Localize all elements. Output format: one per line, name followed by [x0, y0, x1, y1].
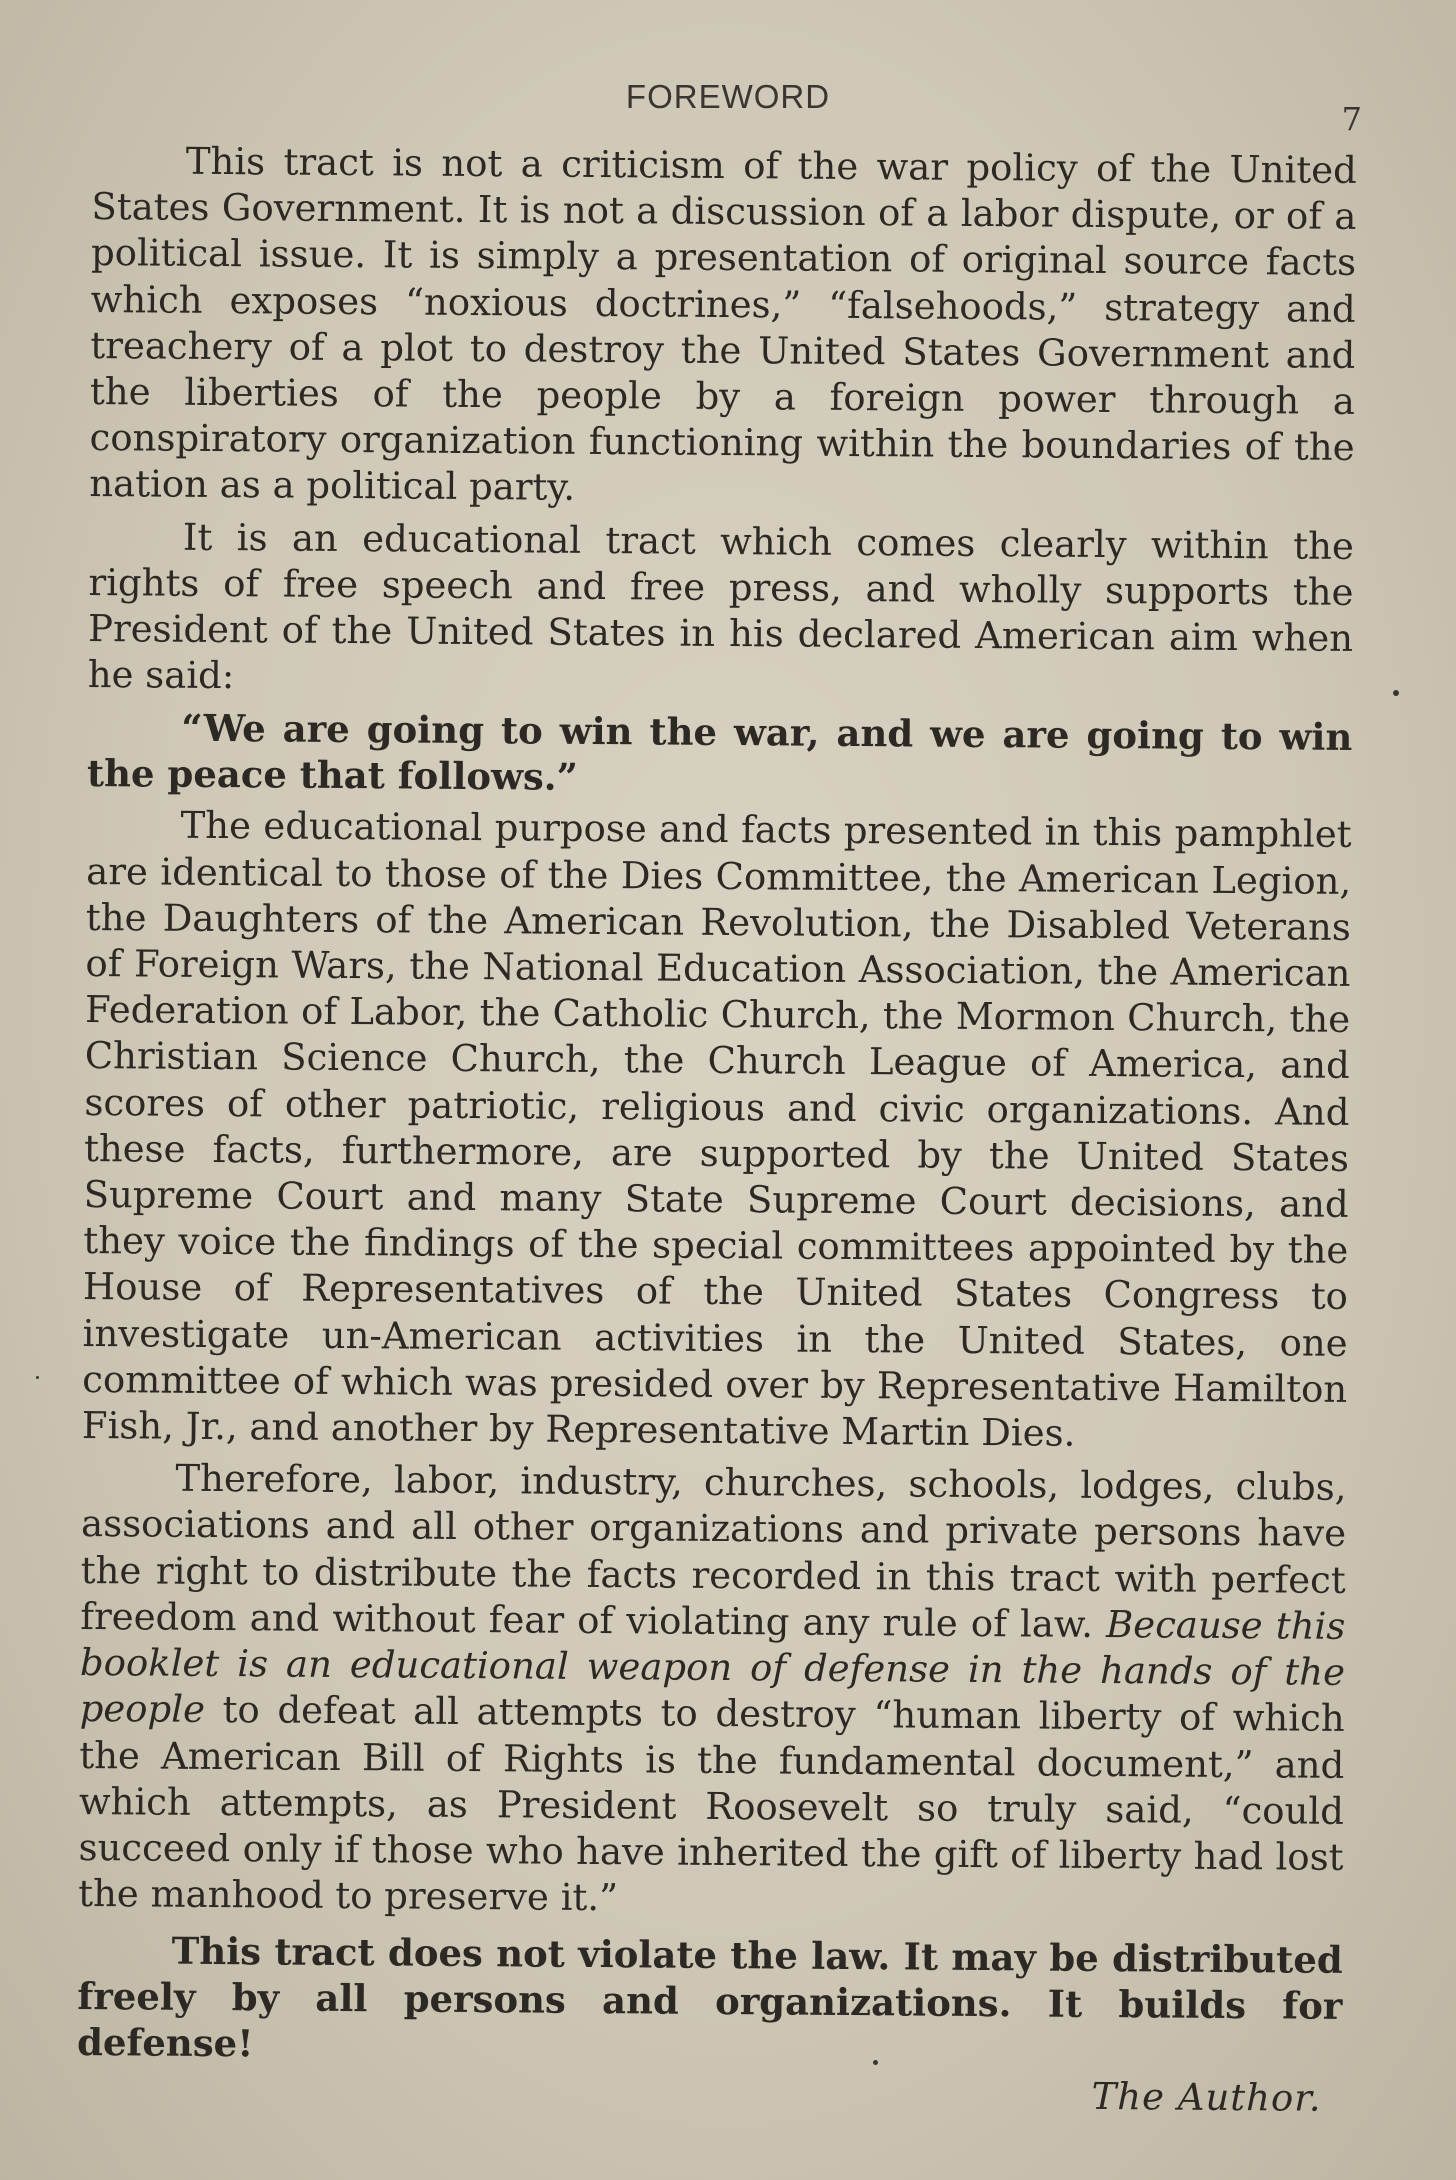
closing-statement: This tract does not violate the law. It may be distributed freely by all persons and organizations. It builds for defense! — [76, 1928, 1343, 2066]
paragraph-4-end: to defeat all attempts to destroy “human liberty of which the American Bill of Rights is the fundamental document,” and which attempts, as President Roosevelt so truly said, “could succeed only if those who have inherited the gift of liberty had lost the manhood to preserve it.” — [78, 1688, 1345, 1920]
paragraph-1: This tract is not a criticism of the war policy of the United States Government. It is not a discussion of a labor dispute, or of a political issue. It is simply a presentation of original source facts which exposes “noxious doctrines,” “falsehoods,” strategy and treachery of a plot to destroy the United States Government and the liberties of the people by a foreign power through a conspiratory organization functioning within the boundaries of the nation as a political party. — [89, 139, 1357, 510]
ink-speck — [36, 1376, 39, 1379]
paragraph-4-start: Therefore, labor, industry, churches, schools, lodges, clubs, associations and all other organizations and private persons have the right to distribute the facts recorded in this tract with perfect freedom and without fear of violating any rule of law. — [80, 1456, 1347, 1646]
ink-speck — [1393, 690, 1399, 696]
author-signature: The Author. — [1091, 2075, 1322, 2121]
foreword-text — [77, 138, 1357, 2121]
paragraph-4 — [78, 1455, 1347, 1927]
page-number: 7 — [1341, 100, 1362, 138]
presidential-quote: “We are going to win the war, and we are going to win the peace that follows.” — [86, 706, 1353, 800]
page-title: FOREWORD — [625, 78, 831, 115]
paragraph-2: It is an educational tract which comes clearly within the rights of free speech and free press, and wholly supports the President of the United States in his declared American aim when he said: — [87, 515, 1355, 698]
paragraph-3: The educational purpose and facts presented in this pamphlet are identical to those of the Dies Committee, the American Legion, the Daughters of the American Revolution, the Disabled Veterans of Foreign Wars, the National Education Association, the American Federation of Labor, the Catholic Church, the Mormon Church, the Christian Science Church, the Church League of America, and scores of other patriotic, religious and civic organizations. And these facts, furthermore, are supported by the United States Supreme Court and many State Supreme Court decisions, and they voice the findings of the special committees appointed by the House of Representatives of the United States Congress to investigate un-American activities in the United States, one committee of which was presided over by Representative Hamilton Fish, Jr., and another by Representative Martin Dies. — [81, 804, 1352, 1455]
paragraph-4-italic: Because this booklet is an educational weapon of defense in the hands of the people — [79, 1602, 1346, 1732]
ink-speck — [873, 2060, 878, 2065]
